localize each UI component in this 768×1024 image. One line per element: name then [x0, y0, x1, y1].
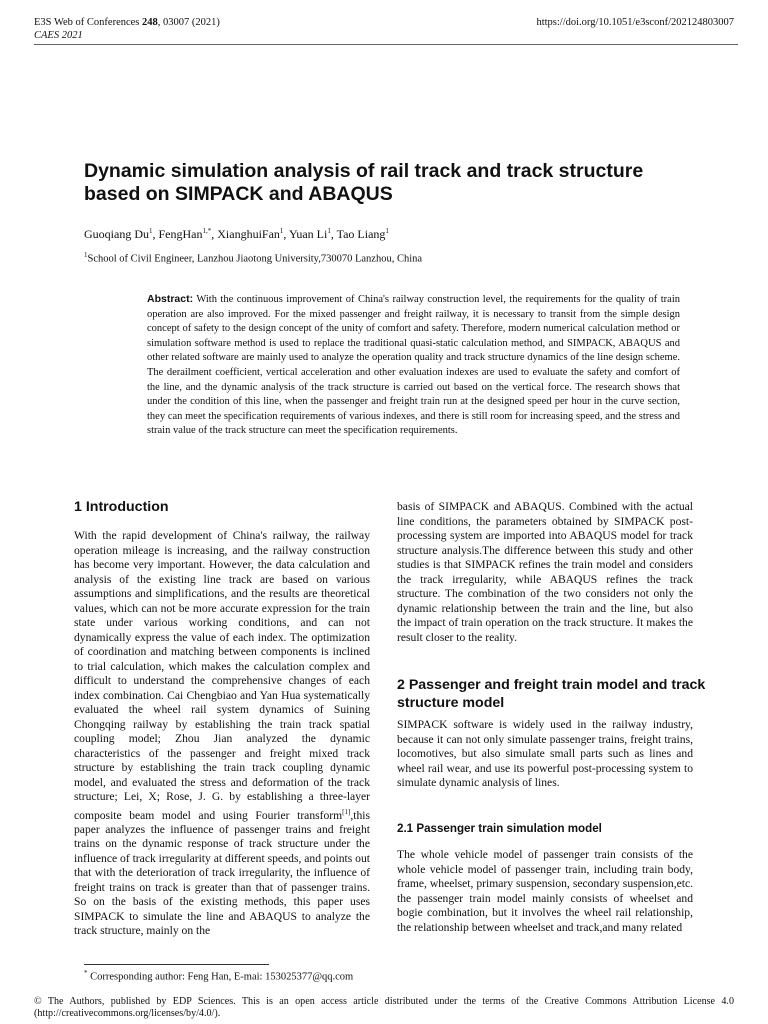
author-list: Guoqiang Du$^1$, FengHan$^{1,*}$, XianghuiFan$^1$, Yuan Li$^1$, Tao Liang$^1$: [84, 227, 389, 241]
author-affil-mark: 1,*: [202, 227, 212, 235]
conf-volume: 248: [142, 17, 158, 28]
license-notice: © The Authors, published by EDP Sciences. This is an open access article distributed under the terms of the Creative Commons Attribution License 4.0 (http://creativecommons.org/licenses/by/4.0/).: [34, 996, 734, 1019]
citation-ref[interactable]: [1]: [342, 807, 351, 816]
abstract: [147, 292, 680, 439]
author-affil-mark: 1: [327, 227, 331, 235]
abstract-text: With the continuous improvement of China's railway construction level, the requirements for the quality of train operation are also improved. For the mixed passenger and freight railway, it is necessary to transit from the simple design concept of safety to the design concept of the unity of comfort and safety. Therefore, modern numerical calculation method or simulation software method is used to replace the traditional quasi-static calculation method, and SIMPACK, ABAQUS and other related software are mainly used to analyze the operation quality and track structure dynamics of the line design scheme. The derailment coefficient, vertical acceleration and other evaluation indexes are used to evaluate the safety and comfort of the line, and the dynamic analysis of the track structure is carried out based on the vertical force. The research shows that under the condition of this line, when the passenger and freight train run at the designed speed per hour in the curve section, they can meet the specification requirements of various indexes, and there is still room for increasing speed, and the stress and strain value of the track structure can meet the specification requirements.: [147, 294, 680, 437]
author-affil-mark: 1: [279, 227, 284, 235]
intro-text-part2: ,this paper analyzes the influence of passenger trains and freight trains on the dynamic response of track structure under the influence of track irregularity at different speeds, and points out that with the deterioration of track irregularity, the influence of freight trains on track is greater than that of passenger trains. So on the basis of the existing methods, this paper uses SIMPACK to simulate the line and ABAQUS to analyze the track structure, mainly on the: [74, 808, 370, 938]
intro-continuation: basis of SIMPACK and ABAQUS. Combined with the actual line conditions, the parameters obtained by SIMPACK post-processing system are imported into ABAQUS model for track structure analysis.The difference between this study and other studies is that SIMPACK refines the train model and considers the track irregularity, while ABAQUS refines the track structure. The combination of the two considers not only the dynamic relationship between the train and the line, but also the impact of train operation on the track structure. It makes the result closer to the reality.: [397, 500, 693, 644]
author-name: Yuan Li: [288, 227, 328, 241]
conf-suffix: , 03007 (2021): [157, 17, 220, 28]
affiliation-mark: 1: [84, 251, 88, 259]
footnote-divider: [84, 964, 269, 965]
subsection-heading-passenger-train: 2.1 Passenger train simulation model: [397, 822, 602, 835]
author-name: Guoqiang Du: [84, 227, 149, 241]
intro-paragraph: [74, 529, 370, 939]
section-heading-train-model: 2 Passenger and freight train model and track structure model: [397, 677, 706, 711]
running-header-left: [34, 16, 220, 42]
section-heading-introduction: 1 Introduction: [74, 499, 169, 515]
affiliation-text: School of Civil Engineer, Lanzhou Jiaotong University,730070 Lanzhou, China: [87, 253, 423, 265]
footnote-text: Corresponding author: Feng Han, E-mai: 153025377@qq.com: [87, 971, 354, 983]
author-name: FengHan: [158, 227, 203, 241]
footnote-mark: *: [84, 969, 88, 977]
intro-text-part1: With the rapid development of China's railway, the railway operation mileage is increasing, and the railway construction has become very important. However, the data calculation and analysis of the existing line track are based on various assumptions and simplifications, and the results are theoretical values, which can not be more accurate expression for the train state under various working conditions, and can not dynamically express the value of each index. The optimization of coordination and matching between components is inclined to trial calculation, which makes the calculation complex and difficult to understand the comprehensive changes of each index combination. Cai Chengbiao and Yan Hua systematically evaluated the wheel rail system dynamics of Suining Chongqing railway by establishing the train track spatial coupling model; Zhou Jian analyzed the dynamic characteristics of the passenger and freight mixed track structure by establishing the train track coupling dynamic model, and evaluated the stress and deformation of the track structure; Lei, X; Rose, J. G. by establishing a three-layer composite beam model and using Fourier transform: [74, 529, 370, 822]
footnote: [84, 969, 353, 983]
section2-body: SIMPACK software is widely used in the railway industry, because it can not only simulate passenger trains, freight trains, locomotives, but also simulate small parts such as lines and wheel rail wear, and use its powerful post-processing system to simulate dynamic analysis of lines.: [397, 718, 693, 789]
subsection2-1-body: The whole vehicle model of passenger train consists of the whole vehicle model of passenger train, including train body, frame, wheelset, primary suspension, secondary suspension,etc. the passenger train model mainly consists of wheelset and bogie combination, but it involves the wheel rail relationship, the relationship between wheelset and track,and many related: [397, 848, 693, 934]
doi-link[interactable]: https://doi.org/10.1051/e3sconf/202124803007: [536, 17, 734, 28]
author-name: Tao Liang: [336, 227, 386, 241]
paper-title: Dynamic simulation analysis of rail track and track structure based on SIMPACK and ABAQUS: [84, 160, 644, 205]
conf-prefix: E3S Web of Conferences: [34, 17, 143, 28]
header-divider: [34, 44, 738, 45]
conf-name: CAES 2021: [34, 30, 83, 41]
intro-body: [74, 529, 370, 939]
author-affil-mark: 1: [149, 227, 153, 235]
affiliation: [84, 251, 422, 265]
author-affil-mark: 1: [385, 227, 389, 235]
abstract-label: Abstract:: [147, 293, 194, 305]
author-name: XianghuiFan: [217, 227, 280, 241]
